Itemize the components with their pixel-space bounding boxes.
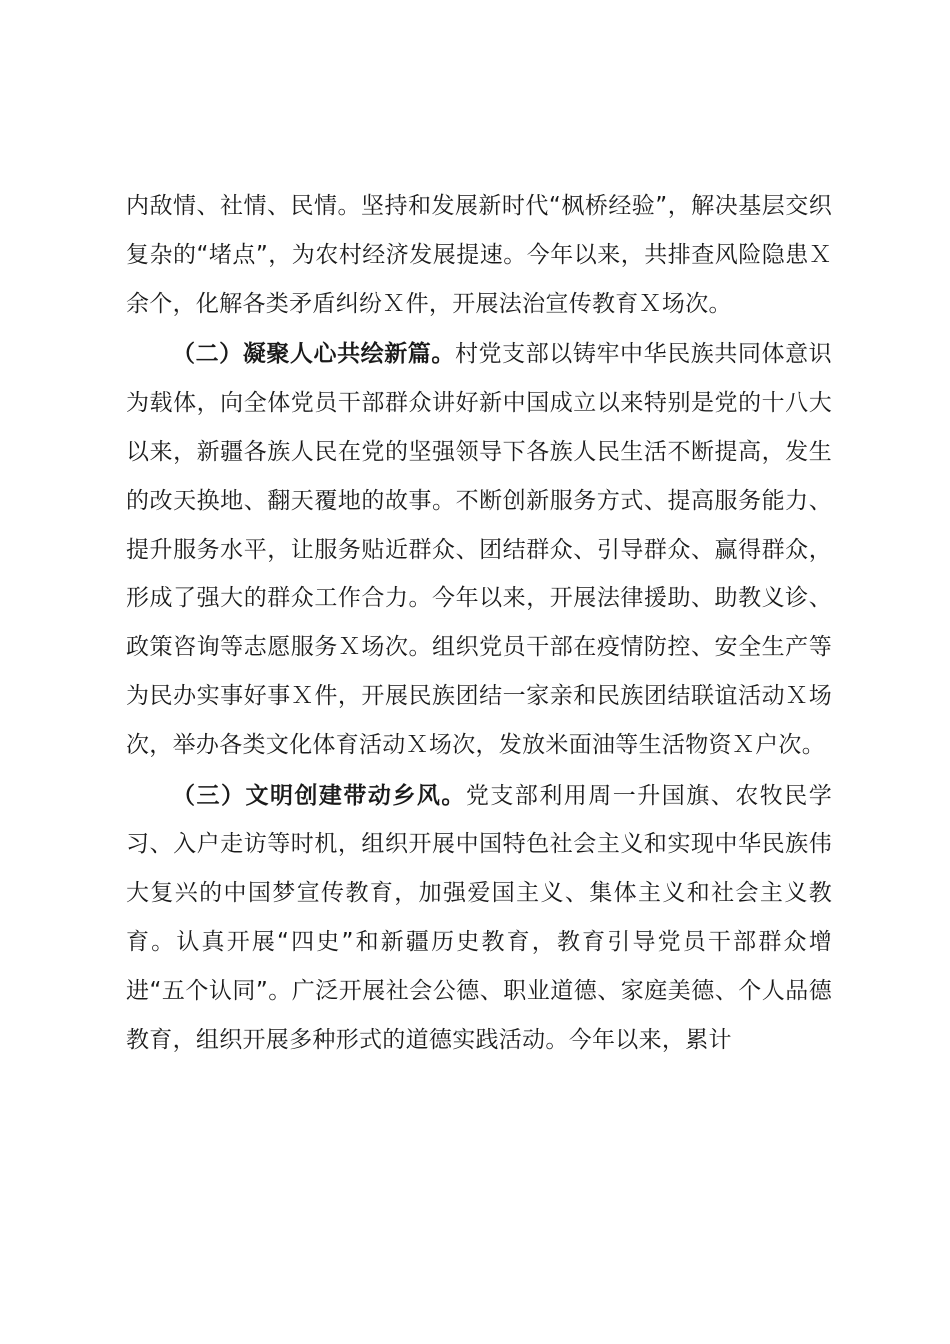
paragraph-text: 村党支部以铸牢中华民族共同体意识为载体，向全体党员干部群众讲好新中国成立以来特别是党的十八大以来，新疆各族人民在党的坚强领导下各族人民生活不断提高，发生的改天换地、翻天覆地的故事。不断创新服务方式、提高服务能力、提升服务水平，让服务贴近群众、团结群众、引导群众、赢得群众，形成了强大的群众工作合力。今年以来，开展法律援助、助教义诊、政策咨询等志愿服务Ｘ场次。组织党员干部在疫情防控、安全生产等为民办实事好事Ｘ件，开展民族团结一家亲和民族团结联谊活动Ｘ场次，举办各类文化体育活动Ｘ场次，发放米面油等生活物资Ｘ户次。 <box>126 341 832 758</box>
section-heading: （三）文明创建带动乡风。 <box>172 782 466 809</box>
paragraph-text: 党支部利用周一升国旗、农牧民学习、入户走访等时机，组织开展中国特色社会主义和实现中华民族伟大复兴的中国梦宣传教育，加强爱国主义、集体主义和社会主义教育。认真开展“四史”和新疆历史教育，教育引导党员干部群众增进“五个认同”。广泛开展社会公德、职业道德、家庭美德、个人品德教育，组织开展多种形式的道德实践活动。今年以来，累计 <box>126 782 832 1053</box>
paragraph-section-two <box>126 330 832 769</box>
section-heading: （二）凝聚人心共绘新篇。 <box>172 341 455 368</box>
paragraph-section-three <box>126 772 832 1065</box>
paragraph-text: 内敌情、社情、民情。坚持和发展新时代“枫桥经验”，解决基层交织复杂的“堵点”，为农村经济发展提速。今年以来，共排查风险隐患Ｘ余个，化解各类矛盾纠纷Ｘ件，开展法治宣传教育Ｘ场次。 <box>126 193 832 317</box>
paragraph-continuation <box>126 182 832 328</box>
document-body <box>126 182 832 1064</box>
